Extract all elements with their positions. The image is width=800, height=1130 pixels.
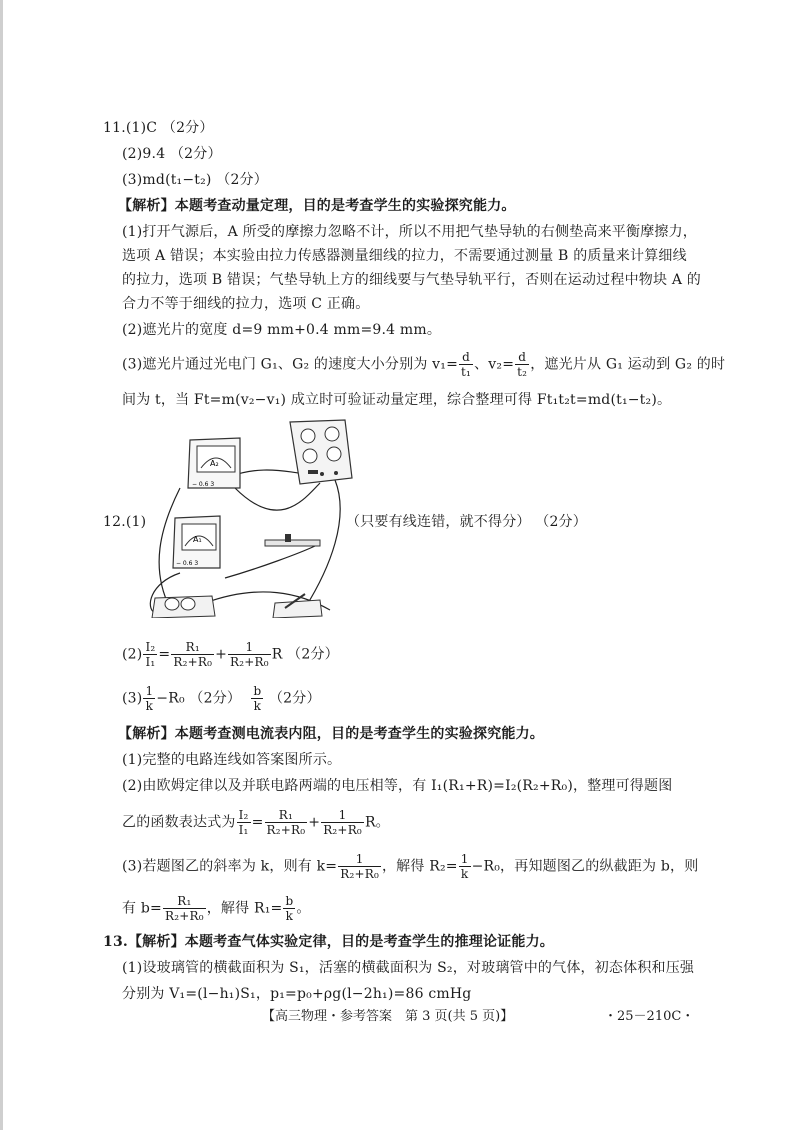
- q11-analysis-title: 【解析】本题考查动量定理，目的是考查学生的实验探究能力。: [118, 198, 516, 214]
- fraction: $\frac{b}{k}$: [285, 894, 294, 923]
- switch: [273, 594, 322, 618]
- page-edge: [0, 0, 3, 1130]
- svg-text:A₁: A₁: [193, 535, 202, 544]
- q11-p2: (2)遮光片的宽度 d=9 mm+0.4 mm=9.4 mm。: [122, 322, 442, 338]
- q12-p4: 有 b= $\frac{\text{R₁}}{\text{R₂+R₀}}$ ，解得 R₁= $\frac{b}{k}$ 。: [122, 894, 311, 923]
- q12-p3: (3)若题图乙的斜率为 k，则有 k= $\frac{1}{\text{R₂+R₀}}$ ，解得 R₂= $\frac{1}{k}$ −R₀，再知题图乙的纵截距为 b，则: [122, 852, 699, 881]
- rheostat: [265, 534, 320, 546]
- fraction: $\frac{b}{k}$: [253, 684, 262, 713]
- wire: [225, 546, 315, 578]
- fraction: $\frac{d}{\text{t₂}}$: [517, 350, 528, 379]
- fraction: $\frac{1}{\text{R₂+R₀}}$: [230, 640, 269, 669]
- q11-p1-line4: 合力不等于细线的拉力，选项 C 正确。: [122, 296, 370, 312]
- resistance-box: [290, 420, 352, 484]
- svg-text:− 0.6 3: − 0.6 3: [176, 560, 199, 567]
- fraction: $\frac{1}{\text{R₂+R₀}}$: [340, 852, 379, 881]
- fraction: $\frac{1}{k}$: [145, 684, 154, 713]
- svg-text:− 0.6 3: − 0.6 3: [192, 481, 215, 488]
- q12-p2-line1: (2)由欧姆定律以及并联电路两端的电压相等，有 I₁(R₁+R)=I₂(R₂+R₀)，整理可得题图: [122, 778, 673, 794]
- fraction: $\frac{\text{R₁}}{\text{R₂+R₀}}$: [164, 894, 204, 923]
- q11-p3-line1: (3)遮光片通过光电门 G₁、G₂ 的速度大小分别为 v₁= $\frac{d}{\text{t₁}}$ 、v₂= $\frac{d}{\text{t₂}}$ ，遮光片从 G₁ 运动到 G₂ 的时: [122, 350, 726, 379]
- q11-p3-line2: 间为 t，当 Ft=m(v₂−v₁) 成立时可验证动量定理，综合整理可得 Ft₁t₂t=md(t₁−t₂)。: [122, 392, 672, 408]
- fraction: $\frac{d}{\text{t₁}}$: [461, 350, 472, 379]
- q12-answer-1: 12.(1): [103, 514, 147, 530]
- fraction: $\frac{\text{I₂}}{\text{I₁}}$: [238, 808, 249, 837]
- q12-answer-2: (2) $\frac{\text{I₂}}{\text{I₁}}$ = $\frac{\text{R₁}}{\text{R₂+R₀}}$ + $\frac{1}{\text{R₂+R₀}}$ R （2分）: [122, 640, 339, 669]
- q12-answer-1-note: （只要有线连错，就不得分） （2分）: [346, 514, 587, 530]
- fraction: $\frac{\text{I₂}}{\text{I₁}}$: [145, 640, 156, 669]
- ammeter-a2: [188, 438, 240, 488]
- footer-page-info: 【高三物理・参考答案 第 3 页(共 5 页)】: [262, 1009, 514, 1024]
- fraction: $\frac{1}{k}$: [460, 852, 469, 881]
- svg-text:A₂: A₂: [210, 459, 219, 468]
- q12-answer-3: (3) $\frac{1}{k}$ −R₀ （2分） $\frac{b}{k}$ （2分）: [122, 684, 321, 713]
- fraction: $\frac{\text{R₁}}{\text{R₂+R₀}}$: [173, 640, 213, 669]
- q11-answer-3: (3)md(t₁−t₂) （2分）: [122, 172, 268, 188]
- q13-p1-line2: 分别为 V₁=(l−h₁)S₁，p₁=p₀+ρg(l−2h₁)=86 cmHg: [122, 986, 472, 1002]
- q11-p1-line1: (1)打开气源后，A 所受的摩擦力忽略不计，所以不用把气垫导轨的右侧垫高来平衡摩擦力，: [122, 224, 697, 240]
- q12-analysis-title: 【解析】本题考查测电流表内阻，目的是考查学生的实验探究能力。: [118, 726, 544, 742]
- q13-p1-line1: (1)设玻璃管的横截面积为 S₁，活塞的横截面积为 S₂，对玻璃管中的气体，初态体积和压强: [122, 960, 695, 976]
- q11-p1-line3: 的拉力，选项 B 错误；气垫导轨上方的细线要与气垫导轨平行，否则在运动过程中物块 A 的: [122, 272, 701, 288]
- fraction: $\frac{\text{R₁}}{\text{R₂+R₀}}$: [266, 808, 306, 837]
- q11-p1-line2: 选项 A 错误；本实验由拉力传感器测量细线的拉力，不需要通过测量 B 的质量来计算细线: [122, 248, 687, 264]
- circuit-diagram: [140, 418, 360, 618]
- wire: [235, 483, 320, 510]
- q11-answer-1: 11.(1)C （2分）: [103, 120, 214, 136]
- q12-p1: (1)完整的电路连线如答案图所示。: [122, 752, 342, 768]
- battery: [152, 596, 215, 618]
- footer-code: ・25－210C・: [604, 1009, 695, 1024]
- q13-analysis-title: 13.【解析】本题考查气体实验定律，目的是考查学生的推理论证能力。: [103, 934, 554, 950]
- q11-answer-2: (2)9.4 （2分）: [122, 146, 222, 162]
- q12-p2-line2: 乙的函数表达式为 $\frac{\text{I₂}}{\text{I₁}}$ = $\frac{\text{R₁}}{\text{R₂+R₀}}$ + $\frac{1}{\text{R₂+R₀}}$ R。: [122, 808, 390, 837]
- ammeter-a1: [173, 516, 220, 568]
- fraction: $\frac{1}{\text{R₂+R₀}}$: [323, 808, 362, 837]
